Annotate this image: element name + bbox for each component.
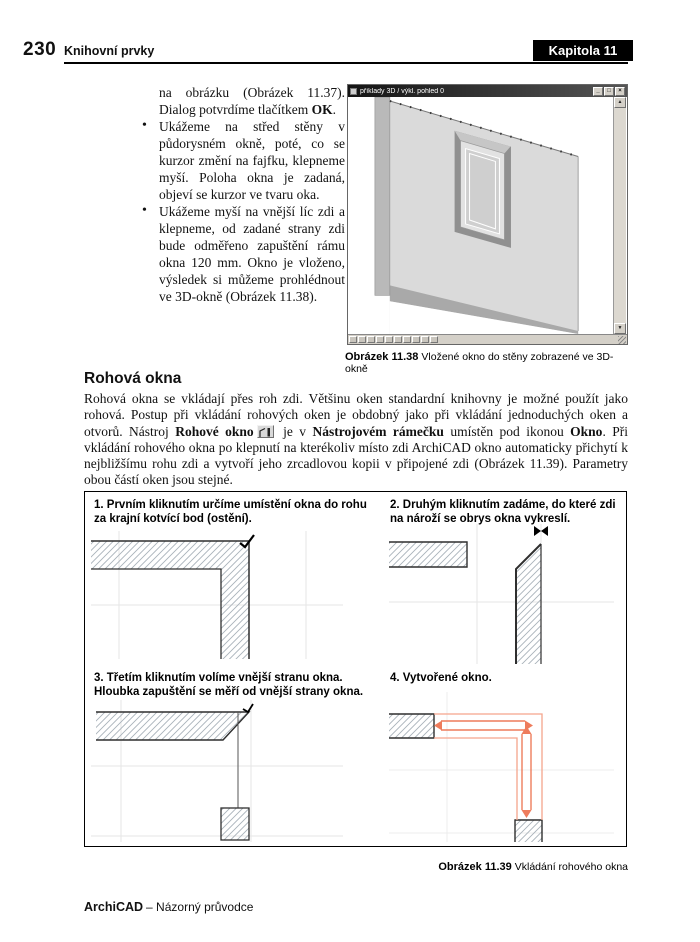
paragraph-text: . Při vkládání rohového okna po klepnutí na kterékoliv místo zdi ArchiCAD okno automaticky přichytí k nejbližšímu rohu zdi a vytvoří jeho zrcadlovou kopii v připojené zdi (Obrázek 11.39). Parametry obou částí oken jsou stejné. xyxy=(84,423,629,488)
panel-4-caption: 4. Vytvořené okno. xyxy=(390,672,492,684)
footer-text: – Názorný průvodce xyxy=(146,900,254,914)
bold-toolbox: Nástrojovém rámečku xyxy=(312,423,444,439)
page-footer xyxy=(84,900,253,914)
figure-caption-11-39 xyxy=(300,861,628,873)
figure-label: Obrázek 11.38 xyxy=(345,351,419,363)
scroll-up-icon[interactable]: ▲ xyxy=(614,97,626,108)
left-text-column xyxy=(140,84,345,305)
page-number: 230 xyxy=(23,39,57,60)
window-bottom-toolbar xyxy=(348,334,627,344)
corner-window-tool-icon xyxy=(257,425,274,438)
figure-caption-text: Vložené okno do stěny zobrazené ve 3D-okně xyxy=(345,351,614,375)
panel-2-diagram xyxy=(389,524,614,664)
toolbar-mini-button[interactable] xyxy=(358,336,366,343)
panel-3-diagram xyxy=(91,700,343,842)
intro-bold-ok: OK xyxy=(311,102,333,117)
bullet-list xyxy=(140,118,345,305)
running-title: Knihovní prvky xyxy=(64,44,155,58)
footer-brand: ArchiCAD xyxy=(84,900,144,914)
toolbar-mini-button[interactable] xyxy=(394,336,402,343)
panel-1-caption: 1. Prvním kliknutím určíme umístění okna do rohu za krajní kotvící bod (ostění). xyxy=(94,499,367,525)
continued-paragraph xyxy=(159,84,345,118)
section-heading: Rohová okna xyxy=(84,370,182,387)
window-title: příklady 3D / výkl. pohled 0 xyxy=(360,87,445,95)
panel-2-caption: 2. Druhým kliknutím zadáme, do které zdi na nároží se obrys okna vykreslí. xyxy=(390,499,616,525)
section-paragraph xyxy=(84,391,628,489)
bold-corner-window-tool: Rohové okno xyxy=(175,423,254,439)
toolbar-mini-button[interactable] xyxy=(367,336,375,343)
bullet-text: Ukážeme na střed stěny v půdorysném okně, poté, co se kurzor změní na fajfku, klepneme myší. Poloha okna je zadaná, objeví se kurzor ve tvaru oka. xyxy=(159,119,345,202)
resize-grip-icon[interactable] xyxy=(618,336,626,344)
figure-11-39-box xyxy=(84,491,627,847)
toolbar-mini-button[interactable] xyxy=(385,336,393,343)
toolbar-mini-button[interactable] xyxy=(412,336,420,343)
corner-window-symbol xyxy=(434,714,542,820)
figure-caption-text: Vkládání rohového okna xyxy=(514,861,628,873)
figure-3d-window-screenshot xyxy=(347,84,628,345)
panel-3-caption: 3. Třetím kliknutím volíme vnější stranu okna. Hloubka zapuštění se měří od vnější strany okna. xyxy=(94,672,364,698)
paragraph-text: umístěn pod ikonou xyxy=(443,423,571,439)
recessed-window xyxy=(455,131,511,248)
3d-view-canvas xyxy=(349,97,613,334)
minimize-icon[interactable]: _ xyxy=(593,87,603,96)
3d-wall-with-window-render xyxy=(349,97,613,334)
close-icon[interactable]: × xyxy=(615,87,625,96)
maximize-icon[interactable]: □ xyxy=(604,87,614,96)
window-app-icon xyxy=(350,88,357,95)
figure-label: Obrázek 11.39 xyxy=(438,861,512,873)
intro-text: na obrázku (Obrázek 11.37). Dialog potvrdíme tlačítkem xyxy=(159,85,345,117)
panel-1-diagram xyxy=(91,531,343,659)
scroll-down-icon[interactable]: ▼ xyxy=(614,323,626,334)
figure-caption-11-38 xyxy=(345,351,628,375)
bullet-text: Ukážeme myší na vnější líc zdi a klepneme, od zadané strany zdi bude odměřeno zapuštění rámu okna 120 mm. Okno je vloženo, výsledek si můžeme prohlédnout ve 3D-okně (Obrázek 11.38). xyxy=(159,204,345,304)
vertical-scrollbar[interactable] xyxy=(613,97,626,334)
bullet-icon: • xyxy=(142,203,147,218)
toolbar-mini-button[interactable] xyxy=(430,336,438,343)
list-item xyxy=(140,203,345,305)
toolbar-mini-button[interactable] xyxy=(403,336,411,343)
chapter-badge: Kapitola 11 xyxy=(533,40,633,61)
intro-text-end: . xyxy=(332,102,336,117)
toolbar-mini-button[interactable] xyxy=(421,336,429,343)
window-titlebar xyxy=(348,85,627,97)
bullet-icon: • xyxy=(142,118,147,133)
bold-window: Okno xyxy=(570,423,603,439)
paragraph-text: je v xyxy=(276,423,313,439)
paragraph-text: Rohová okna se vkládají přes roh zdi. Většinu oken standardní knihovny je možné použít jako rohová. Postup při vkládání rohových oken je obdobný jako při vkládání jednoduchých oken a otvorů. Nástroj xyxy=(84,391,628,439)
list-item xyxy=(140,118,345,203)
header-rule xyxy=(64,62,628,64)
toolbar-mini-button[interactable] xyxy=(376,336,384,343)
toolbar-mini-button[interactable] xyxy=(349,336,357,343)
panel-4-diagram xyxy=(389,692,614,842)
